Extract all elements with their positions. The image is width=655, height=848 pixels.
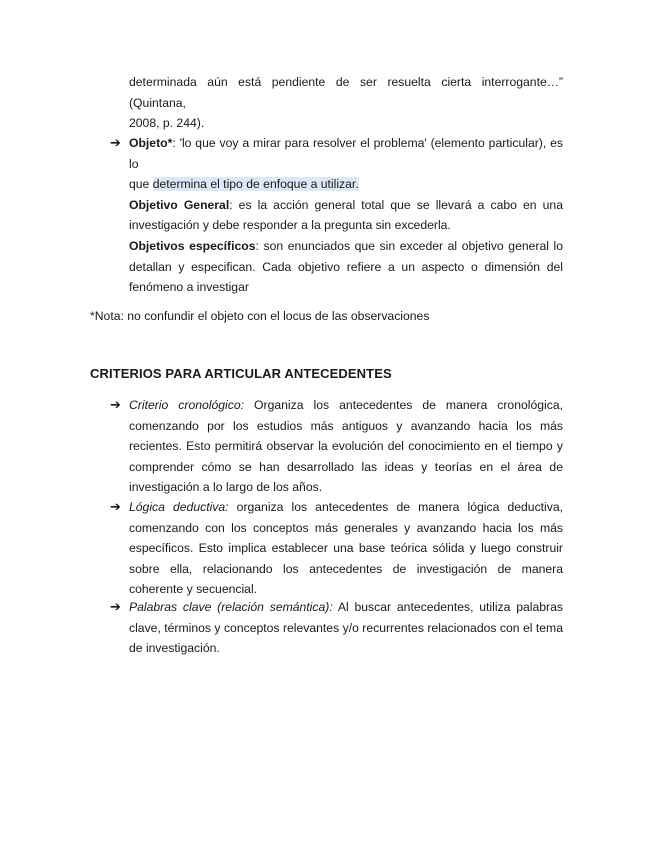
arrow-bullet-icon: ➔: [110, 397, 121, 412]
arrow-bullet-icon: ➔: [110, 599, 121, 614]
arrow-bullet-icon: ➔: [110, 135, 121, 150]
quote-line-1: determinada aún está pendiente de ser resuelta cierta interrogante…” (Quintana,: [129, 75, 563, 110]
criterio-cronologico-label: Criterio cronológico:: [129, 398, 245, 412]
note-text: *Nota: no confundir el objeto con el locus de las observaciones: [90, 309, 430, 323]
criterio-cronologico-text: Organiza los antecedentes de manera cronológica, comenzando por los estudios más antiguos y avanzando hacia los más recientes. Esto permitirá observar la evolución del conocimiento en el tiempo y comprender cómo se han desarrollado las ideas y teorías en el área de investigación a lo largo de los años.: [129, 398, 563, 495]
objeto-text-b: que: [129, 177, 153, 192]
objetivo-general-label: Objetivo General: [129, 197, 230, 212]
quote-continuation: [129, 72, 563, 134]
objeto-line-2: [129, 174, 563, 195]
palabras-clave: [129, 597, 563, 659]
criterio-cronologico: [129, 395, 563, 498]
palabras-clave-label: Palabras clave (relación semántica):: [129, 600, 333, 614]
objetivo-general: [129, 195, 563, 236]
arrow-bullet-icon: ➔: [110, 499, 121, 514]
objetivos-especificos-label: Objetivos específicos: [129, 238, 256, 253]
logica-deductiva: [129, 497, 563, 600]
objetivos-especificos: [129, 236, 563, 298]
objeto-line-1: [129, 133, 563, 174]
palabras-clave-text: Al buscar antecedentes, utiliza palabras clave, términos y conceptos relevantes y/o recurrentes relacionados con el tema de investigación.: [129, 600, 563, 656]
section-heading: CRITERIOS PARA ARTICULAR ANTECEDENTES: [90, 366, 392, 381]
logica-deductiva-label: Lógica deductiva:: [129, 500, 229, 514]
objetivo-general-text: : es la acción general total que se llevará a cabo en una investigación y debe responder a la pregunta sin excederla.: [129, 197, 563, 233]
objetivos-especificos-text: : son enunciados que sin exceder al objetivo general lo detallan y especifican. Cada objetivo refiere a un aspecto o dimensión del fenómeno a investigar: [129, 238, 564, 295]
logica-deductiva-text: organiza los antecedentes de manera lógica deductiva, comenzando con los conceptos más generales y avanzando hacia los más específicos. Esto implica establecer una base teórica sólida y luego construir sobre ella, relacionando los antecedentes de investigación de manera coherente y secuencial.: [129, 500, 564, 597]
objeto-paragraph: [129, 133, 563, 298]
quote-line-2: 2008, p. 244).: [129, 116, 205, 131]
objeto-label: Objeto*: [129, 136, 173, 150]
objeto-highlight: determina el tipo de enfoque a utilizar.: [152, 177, 359, 192]
objeto-text-a: : 'lo que voy a mirar para resolver el problema' (elemento particular), es lo: [129, 136, 563, 171]
